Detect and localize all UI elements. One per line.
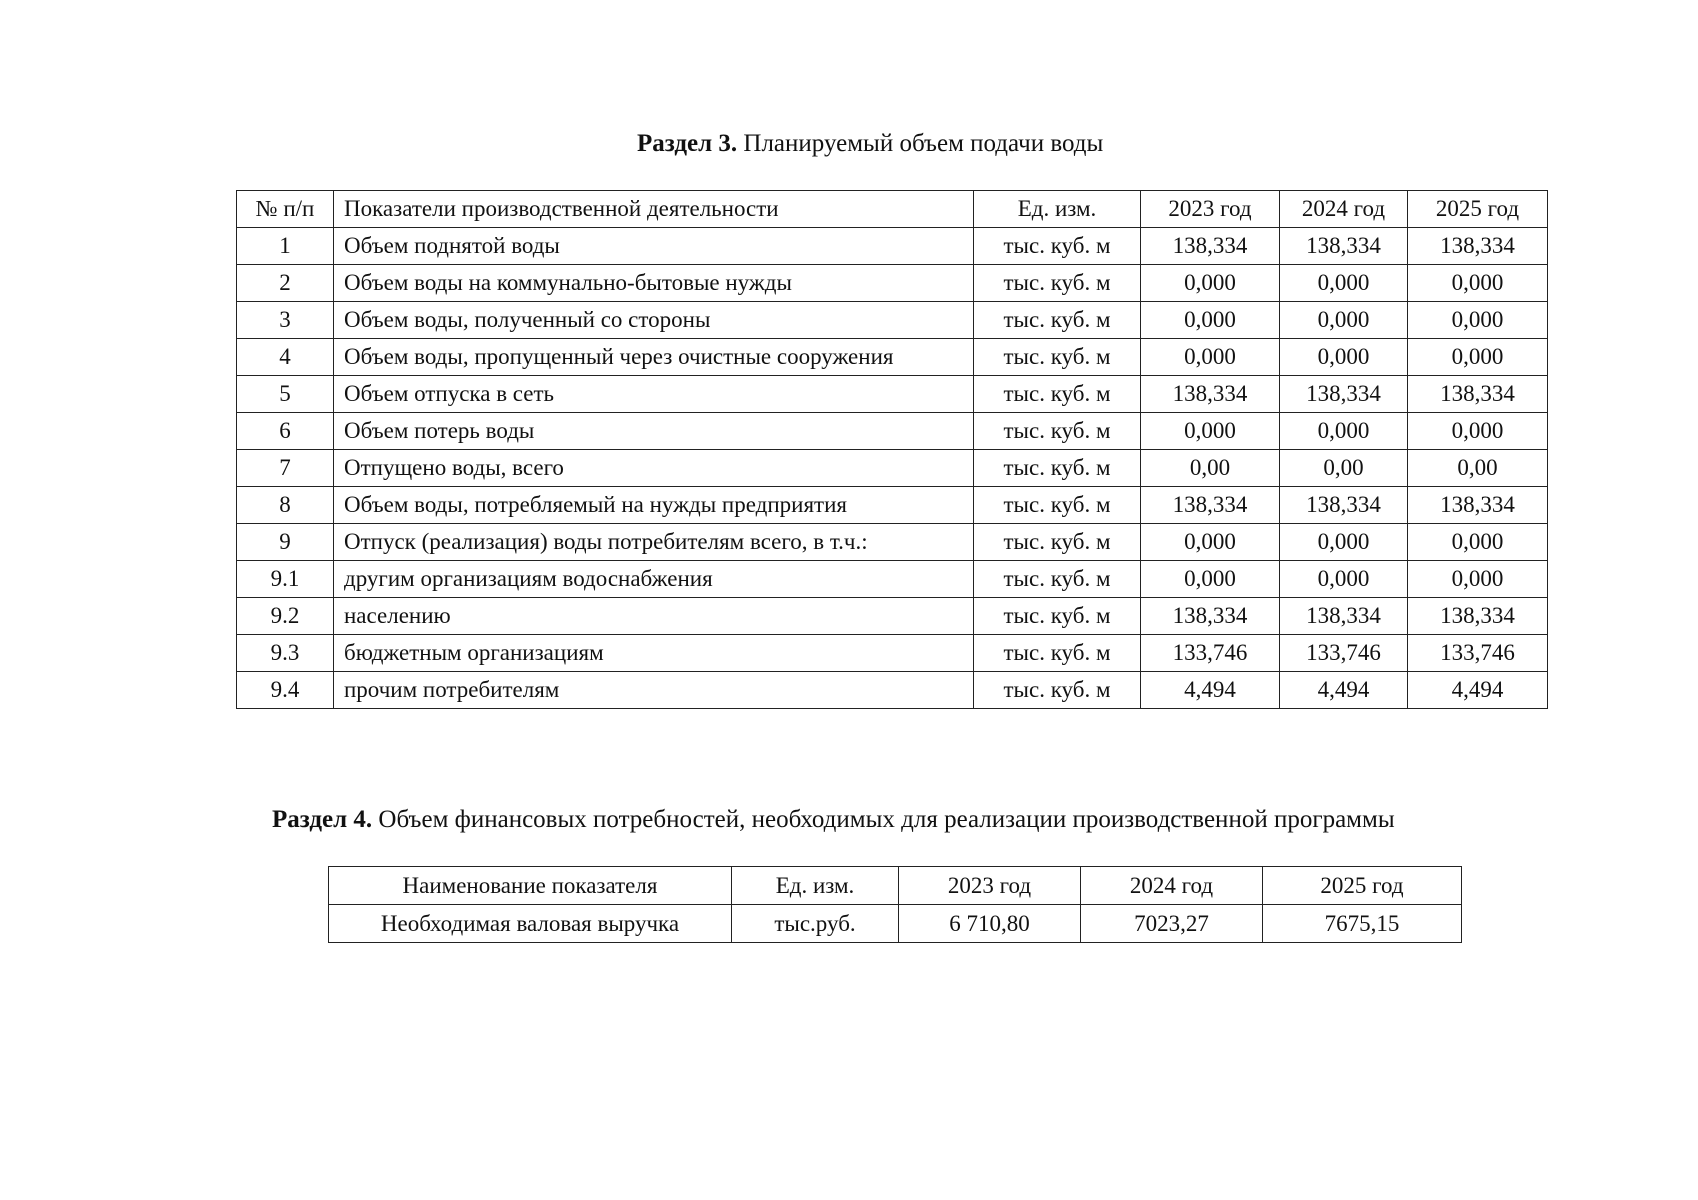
row-indicator: Объем потерь воды (334, 413, 974, 450)
row-indicator: Объем воды, пропущенный через очистные сооружения (334, 339, 974, 376)
row-value-2025: 0,000 (1408, 339, 1548, 376)
row-value-2025: 0,000 (1408, 524, 1548, 561)
row-value-2024: 7023,27 (1081, 905, 1263, 943)
row-unit: тыс. куб. м (974, 302, 1141, 339)
header-2025: 2025 год (1263, 867, 1462, 905)
row-indicator: прочим потребителям (334, 672, 974, 709)
row-number: 6 (237, 413, 334, 450)
section-4-title (272, 805, 1395, 835)
row-indicator: Отпущено воды, всего (334, 450, 974, 487)
row-value-2025: 138,334 (1408, 598, 1548, 635)
row-value-2025: 0,000 (1408, 413, 1548, 450)
header-number: № п/п (237, 191, 334, 228)
row-indicator: другим организациям водоснабжения (334, 561, 974, 598)
row-value-2024: 138,334 (1280, 376, 1408, 413)
row-value-2024: 133,746 (1280, 635, 1408, 672)
row-number: 2 (237, 265, 334, 302)
row-number: 5 (237, 376, 334, 413)
row-value-2024: 138,334 (1280, 228, 1408, 265)
section-4-title-bold: Раздел 4. (272, 806, 373, 833)
table-row (237, 376, 1548, 413)
row-value-2025: 0,000 (1408, 265, 1548, 302)
row-value-2025: 138,334 (1408, 376, 1548, 413)
row-unit: тыс. куб. м (974, 561, 1141, 598)
row-unit: тыс. куб. м (974, 228, 1141, 265)
row-number: 9.2 (237, 598, 334, 635)
row-value-2024: 0,00 (1280, 450, 1408, 487)
row-unit: тыс. куб. м (974, 450, 1141, 487)
row-value-2024: 0,000 (1280, 413, 1408, 450)
row-value-2023: 138,334 (1141, 228, 1280, 265)
table-row (329, 905, 1462, 943)
table-row (237, 598, 1548, 635)
header-2025: 2025 год (1408, 191, 1548, 228)
row-indicator: Отпуск (реализация) воды потребителям всего, в т.ч.: (334, 524, 974, 561)
row-value-2025: 0,000 (1408, 302, 1548, 339)
row-unit: тыс. куб. м (974, 635, 1141, 672)
row-unit: тыс.руб. (732, 905, 899, 943)
table-header-row (237, 191, 1548, 228)
row-value-2023: 138,334 (1141, 598, 1280, 635)
row-unit: тыс. куб. м (974, 413, 1141, 450)
row-number: 9.4 (237, 672, 334, 709)
row-value-2023: 138,334 (1141, 487, 1280, 524)
header-2023: 2023 год (1141, 191, 1280, 228)
row-value-2025: 133,746 (1408, 635, 1548, 672)
row-indicator: населению (334, 598, 974, 635)
row-indicator: Объем воды, полученный со стороны (334, 302, 974, 339)
row-value-2024: 4,494 (1280, 672, 1408, 709)
row-number: 4 (237, 339, 334, 376)
row-unit: тыс. куб. м (974, 487, 1141, 524)
table-row (237, 413, 1548, 450)
row-number: 9.1 (237, 561, 334, 598)
header-unit: Ед. изм. (974, 191, 1141, 228)
row-value-2023: 4,494 (1141, 672, 1280, 709)
row-value-2023: 0,000 (1141, 339, 1280, 376)
section-3-title (637, 129, 1103, 159)
row-unit: тыс. куб. м (974, 265, 1141, 302)
table-header-row (329, 867, 1462, 905)
row-unit: тыс. куб. м (974, 598, 1141, 635)
row-value-2025: 0,00 (1408, 450, 1548, 487)
section-3-title-bold: Раздел 3. (637, 130, 738, 157)
row-value-2023: 138,334 (1141, 376, 1280, 413)
row-value-2023: 0,000 (1141, 561, 1280, 598)
row-value-2025: 138,334 (1408, 487, 1548, 524)
row-unit: тыс. куб. м (974, 672, 1141, 709)
row-number: 3 (237, 302, 334, 339)
row-unit: тыс. куб. м (974, 339, 1141, 376)
table-row (237, 672, 1548, 709)
row-value-2023: 133,746 (1141, 635, 1280, 672)
row-value-2025: 138,334 (1408, 228, 1548, 265)
row-number: 9 (237, 524, 334, 561)
row-number: 7 (237, 450, 334, 487)
table-row (237, 635, 1548, 672)
header-2024: 2024 год (1280, 191, 1408, 228)
row-value-2024: 0,000 (1280, 339, 1408, 376)
row-value-2025: 0,000 (1408, 561, 1548, 598)
row-number: 8 (237, 487, 334, 524)
header-indicator-name: Наименование показателя (329, 867, 732, 905)
row-indicator-name: Необходимая валовая выручка (329, 905, 732, 943)
section-3-title-text: Планируемый объем подачи воды (737, 130, 1104, 157)
water-supply-table (236, 190, 1548, 709)
row-value-2024: 0,000 (1280, 302, 1408, 339)
header-unit: Ед. изм. (732, 867, 899, 905)
table-row (237, 561, 1548, 598)
table-row (237, 228, 1548, 265)
row-value-2023: 0,000 (1141, 524, 1280, 561)
row-indicator: Объем воды на коммунально-бытовые нужды (334, 265, 974, 302)
row-indicator: Объем поднятой воды (334, 228, 974, 265)
row-value-2024: 138,334 (1280, 598, 1408, 635)
row-value-2024: 0,000 (1280, 524, 1408, 561)
row-value-2023: 6 710,80 (899, 905, 1081, 943)
table-row (237, 450, 1548, 487)
table-row (237, 302, 1548, 339)
row-value-2023: 0,000 (1141, 302, 1280, 339)
row-value-2025: 4,494 (1408, 672, 1548, 709)
row-value-2023: 0,000 (1141, 413, 1280, 450)
row-indicator: Объем отпуска в сеть (334, 376, 974, 413)
row-number: 1 (237, 228, 334, 265)
row-value-2023: 0,000 (1141, 265, 1280, 302)
row-value-2024: 0,000 (1280, 561, 1408, 598)
header-2023: 2023 год (899, 867, 1081, 905)
row-number: 9.3 (237, 635, 334, 672)
header-indicator: Показатели производственной деятельности (334, 191, 974, 228)
row-indicator: Объем воды, потребляемый на нужды предприятия (334, 487, 974, 524)
row-unit: тыс. куб. м (974, 376, 1141, 413)
row-value-2023: 0,00 (1141, 450, 1280, 487)
table-row (237, 487, 1548, 524)
row-value-2025: 7675,15 (1263, 905, 1462, 943)
table-row (237, 339, 1548, 376)
table-row (237, 265, 1548, 302)
row-indicator: бюджетным организациям (334, 635, 974, 672)
row-value-2024: 0,000 (1280, 265, 1408, 302)
row-unit: тыс. куб. м (974, 524, 1141, 561)
row-value-2024: 138,334 (1280, 487, 1408, 524)
header-2024: 2024 год (1081, 867, 1263, 905)
table-row (237, 524, 1548, 561)
financial-needs-table (328, 866, 1462, 943)
section-4-title-text: Объем финансовых потребностей, необходимых для реализации производственной программы (372, 806, 1395, 833)
